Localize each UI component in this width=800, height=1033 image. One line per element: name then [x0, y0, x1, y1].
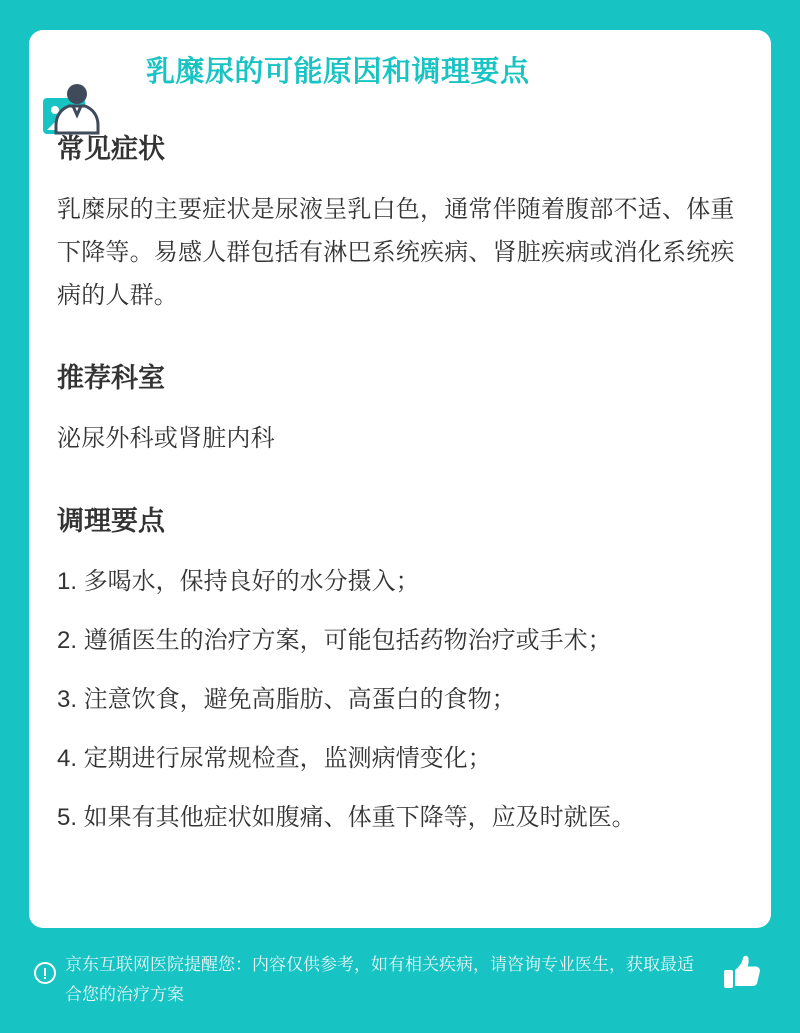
section-text-symptoms: 乳糜尿的主要症状是尿液呈乳白色，通常伴随着腹部不适、体重下降等。易感人群包括有淋巴系统疾病、肾脏疾病或消化系统疾病的人群。: [57, 196, 735, 309]
content-card: [29, 30, 771, 928]
page-title: 乳糜尿的可能原因和调理要点: [146, 56, 530, 88]
footer: [29, 940, 771, 1010]
footer-notice: 京东互联网医院提醒您：内容仅供参考，如有相关疾病，请咨询专业医生，获取最适合您的治疗方案: [65, 955, 694, 1004]
list-item: 2. 遵循医生的治疗方案，可能包括药物治疗或手术；: [57, 627, 612, 654]
section-text-department: 泌尿外科或肾脏内科: [57, 425, 275, 452]
info-icon: [34, 962, 56, 984]
list-item: 5. 如果有其他症状如腹痛、体重下降等，应及时就医。: [57, 804, 636, 831]
section-heading-department: 推荐科室: [57, 363, 165, 393]
document-body: [57, 132, 747, 855]
list-item: 1. 多喝水，保持良好的水分摄入；: [57, 568, 420, 595]
section-heading-tips: 调理要点: [57, 506, 165, 536]
thumbs-up-icon[interactable]: [721, 952, 763, 994]
list-item: 4. 定期进行尿常规检查，监测病情变化；: [57, 745, 492, 772]
tips-list: [57, 560, 747, 839]
list-item: 3. 注意饮食，避免高脂肪、高蛋白的食物；: [57, 686, 516, 713]
section-heading-symptoms: 常见症状: [57, 134, 165, 164]
